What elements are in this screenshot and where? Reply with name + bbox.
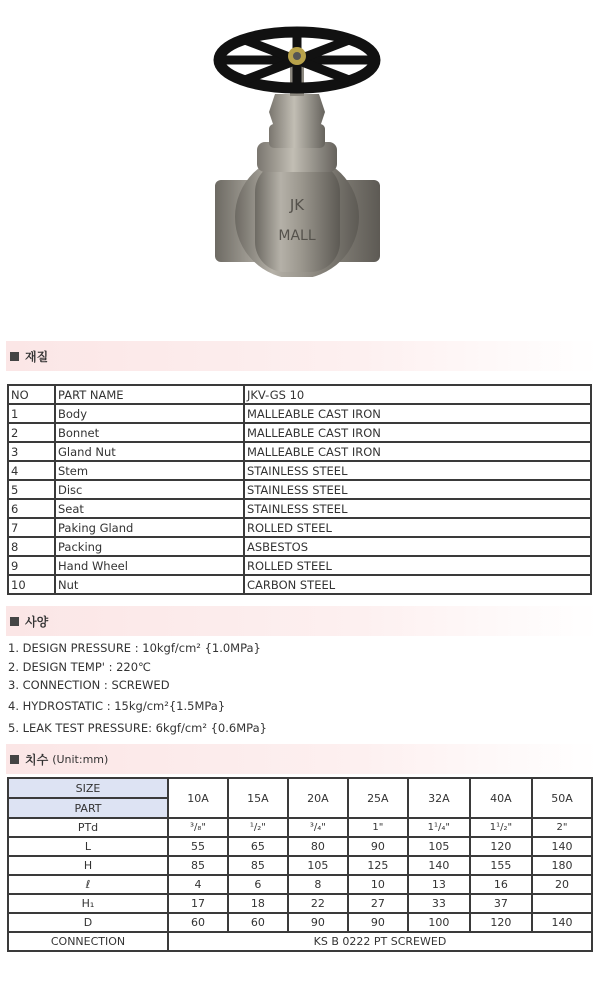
dimension-row-label: L	[8, 837, 168, 856]
material-row	[8, 480, 591, 499]
material-cell: 2	[8, 423, 55, 442]
dimension-cell: 60	[168, 913, 228, 932]
material-cell: STAINLESS STEEL	[244, 461, 591, 480]
dimension-cell: 6	[228, 875, 288, 894]
dimension-cell: 155	[470, 856, 532, 875]
dimension-cell: 120	[470, 913, 532, 932]
size-column-header: 50A	[532, 778, 592, 818]
material-cell: Disc	[55, 480, 244, 499]
material-cell: 6	[8, 499, 55, 518]
dimension-cell: 1¹/₄"	[408, 818, 470, 837]
part-header-cell: PART	[8, 798, 168, 818]
dimension-cell: ³/₄"	[288, 818, 348, 837]
material-header-cell: NO	[8, 385, 55, 404]
material-cell: ROLLED STEEL	[244, 556, 591, 575]
dimension-cell: 80	[288, 837, 348, 856]
material-row	[8, 537, 591, 556]
dimension-cell: 120	[470, 837, 532, 856]
dimension-cell: 1¹/₂"	[470, 818, 532, 837]
dimension-cell: 90	[348, 913, 408, 932]
dimension-cell: 1"	[348, 818, 408, 837]
dimension-cell: 90	[288, 913, 348, 932]
spec-item: 2. DESIGN TEMP' : 220℃	[8, 660, 151, 674]
square-bullet-icon	[10, 617, 19, 626]
dimension-cell: 140	[408, 856, 470, 875]
dimension-cell: 2"	[532, 818, 592, 837]
dimension-row	[8, 894, 592, 913]
material-header-cell: JKV-GS 10	[244, 385, 591, 404]
dimension-cell: 140	[532, 837, 592, 856]
dimension-row-label: ℓ	[8, 875, 168, 894]
dimension-cell: ¹/₂"	[228, 818, 288, 837]
dimension-table	[7, 777, 593, 952]
dimension-cell: ³/₈"	[168, 818, 228, 837]
dimension-cell: 125	[348, 856, 408, 875]
material-cell: STAINLESS STEEL	[244, 499, 591, 518]
dimension-cell: 100	[408, 913, 470, 932]
dimension-cell: 105	[408, 837, 470, 856]
dimension-cell: 37	[470, 894, 532, 913]
material-section-header	[6, 341, 598, 371]
material-cell: 4	[8, 461, 55, 480]
material-header-cell: PART NAME	[55, 385, 244, 404]
material-cell: Stem	[55, 461, 244, 480]
dimension-row	[8, 875, 592, 894]
material-cell: Body	[55, 404, 244, 423]
dimension-cell: 13	[408, 875, 470, 894]
dimension-cell: 16	[470, 875, 532, 894]
material-cell: STAINLESS STEEL	[244, 480, 591, 499]
material-row	[8, 499, 591, 518]
dimension-row	[8, 856, 592, 875]
spec-item: 1. DESIGN PRESSURE : 10kgf/cm² {1.0MPa}	[8, 641, 261, 655]
material-cell: Packing	[55, 537, 244, 556]
material-cell: Seat	[55, 499, 244, 518]
material-cell: 5	[8, 480, 55, 499]
dimension-cell: 65	[228, 837, 288, 856]
material-cell: Bonnet	[55, 423, 244, 442]
connection-label: CONNECTION	[8, 932, 168, 951]
material-header-row	[8, 385, 591, 404]
dimension-section-header	[6, 744, 598, 774]
material-row	[8, 404, 591, 423]
spec-item: 5. LEAK TEST PRESSURE: 6kgf/cm² {0.6MPa}	[8, 721, 267, 735]
material-cell: Nut	[55, 575, 244, 594]
material-cell: ROLLED STEEL	[244, 518, 591, 537]
material-row	[8, 518, 591, 537]
dimension-cell: 4	[168, 875, 228, 894]
dimension-cell: 18	[228, 894, 288, 913]
size-column-header: 32A	[408, 778, 470, 818]
material-row	[8, 423, 591, 442]
material-cell: Gland Nut	[55, 442, 244, 461]
spec-item: 4. HYDROSTATIC : 15kg/cm²{1.5MPa}	[8, 699, 226, 713]
dimension-row-label: H	[8, 856, 168, 875]
size-column-header: 15A	[228, 778, 288, 818]
material-row	[8, 461, 591, 480]
spec-section-title: 사양	[25, 614, 49, 629]
connection-row	[8, 932, 592, 951]
material-row	[8, 442, 591, 461]
dimension-cell: 27	[348, 894, 408, 913]
dimension-cell: 17	[168, 894, 228, 913]
dimension-row-label: PTd	[8, 818, 168, 837]
dimension-cell: 60	[228, 913, 288, 932]
dimension-cell: 140	[532, 913, 592, 932]
material-cell: 10	[8, 575, 55, 594]
dimension-cell: 33	[408, 894, 470, 913]
size-column-header: 10A	[168, 778, 228, 818]
dimension-cell: 90	[348, 837, 408, 856]
body-marking-mall: MALL	[278, 228, 316, 244]
material-row	[8, 556, 591, 575]
dimension-row-label: H₁	[8, 894, 168, 913]
material-cell: 3	[8, 442, 55, 461]
material-row	[8, 575, 591, 594]
dimension-unit-label: (Unit:mm)	[52, 752, 109, 766]
size-column-header: 25A	[348, 778, 408, 818]
dimension-section-title: 치수	[25, 752, 49, 767]
size-column-header: 20A	[288, 778, 348, 818]
spec-item: 3. CONNECTION : SCREWED	[8, 678, 170, 692]
dimension-cell: 55	[168, 837, 228, 856]
material-cell: 9	[8, 556, 55, 575]
material-cell: MALLEABLE CAST IRON	[244, 404, 591, 423]
material-cell: CARBON STEEL	[244, 575, 591, 594]
size-header-cell: SIZE	[8, 778, 168, 798]
material-cell: 1	[8, 404, 55, 423]
square-bullet-icon	[10, 755, 19, 764]
dimension-row	[8, 837, 592, 856]
size-column-header: 40A	[470, 778, 532, 818]
dimension-cell: 10	[348, 875, 408, 894]
dimension-cell: 20	[532, 875, 592, 894]
dimension-row	[8, 818, 592, 837]
body-marking-jk: JK	[289, 196, 305, 214]
material-cell: 7	[8, 518, 55, 537]
dimension-cell	[532, 894, 592, 913]
material-cell: MALLEABLE CAST IRON	[244, 423, 591, 442]
dimension-cell: 105	[288, 856, 348, 875]
connection-value: KS B 0222 PT SCREWED	[168, 932, 592, 951]
material-cell: 8	[8, 537, 55, 556]
dimension-cell: 22	[288, 894, 348, 913]
valve-product-image	[205, 12, 390, 277]
spec-section-header	[6, 606, 598, 636]
material-cell: Paking Gland	[55, 518, 244, 537]
dimension-row	[8, 913, 592, 932]
dimension-cell: 85	[168, 856, 228, 875]
dimension-cell: 85	[228, 856, 288, 875]
material-table	[7, 384, 592, 595]
square-bullet-icon	[10, 352, 19, 361]
material-cell: MALLEABLE CAST IRON	[244, 442, 591, 461]
material-cell: ASBESTOS	[244, 537, 591, 556]
dimension-cell: 180	[532, 856, 592, 875]
dimension-cell: 8	[288, 875, 348, 894]
material-cell: Hand Wheel	[55, 556, 244, 575]
material-section-title: 재질	[25, 349, 49, 364]
dimension-row-label: D	[8, 913, 168, 932]
